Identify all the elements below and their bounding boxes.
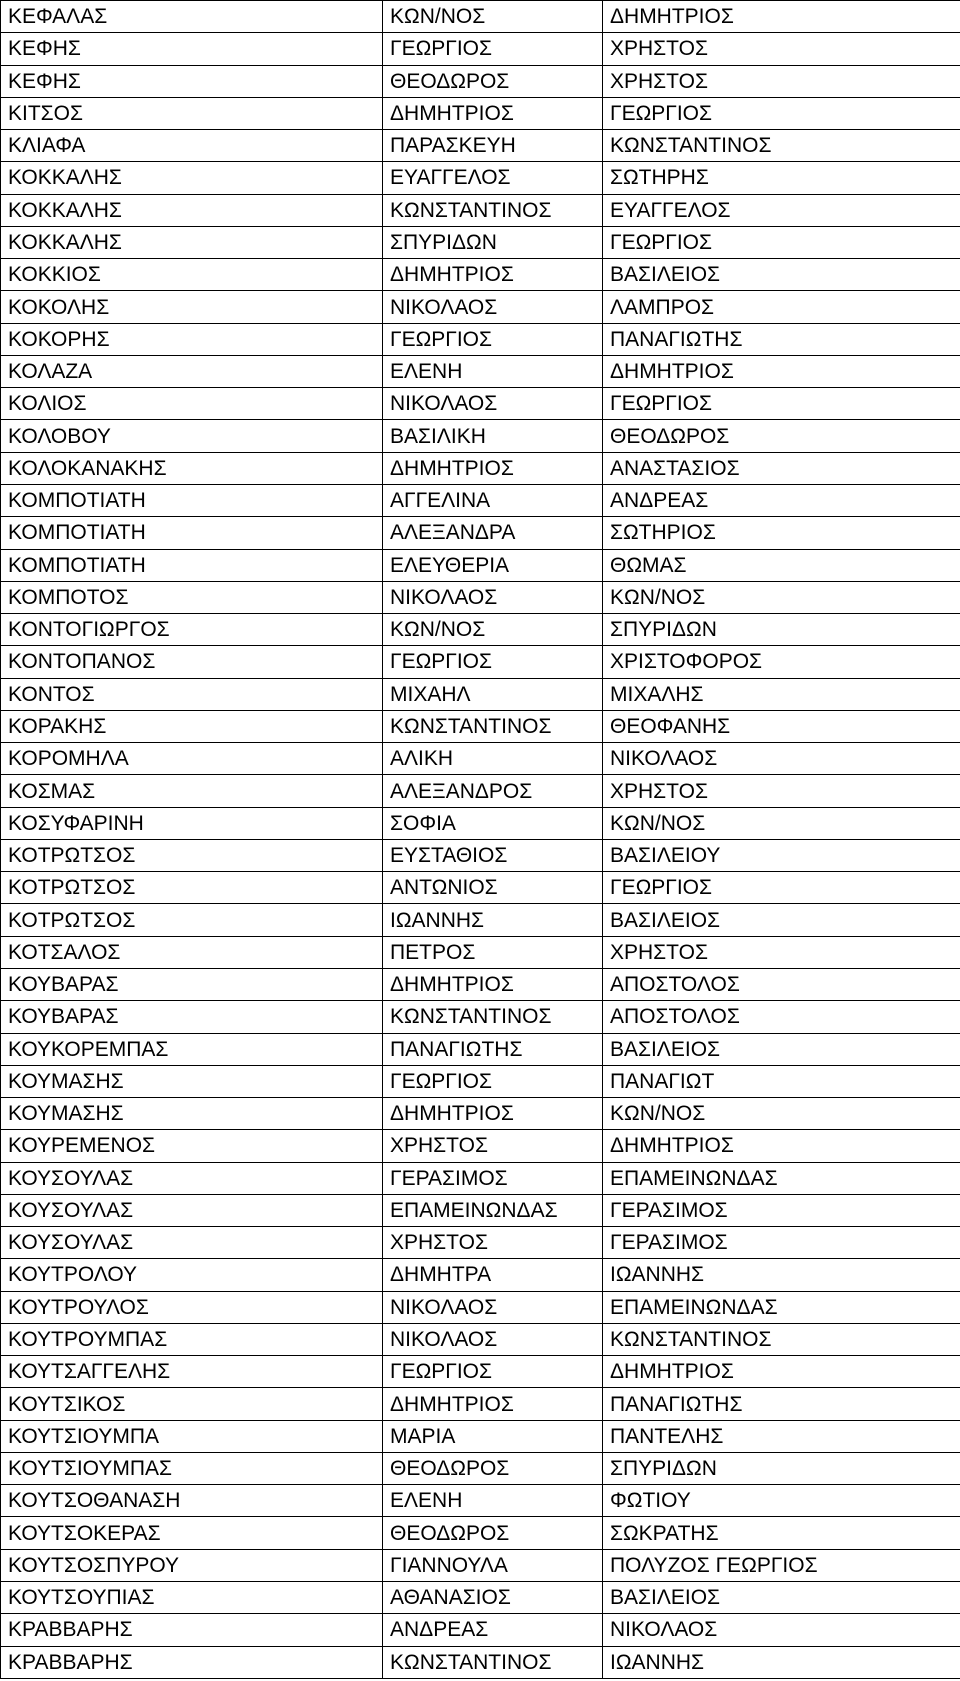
surname-cell: ΚΡΑΒΒΑΡΗΣ [1,1646,383,1678]
first-name-cell: ΚΩΝΣΤΑΝΤΙΝΟΣ [383,194,603,226]
first-name-cell: ΓΕΩΡΓΙΟΣ [383,646,603,678]
surname-cell: ΚΟΝΤΟΓΙΩΡΓΟΣ [1,614,383,646]
first-name-cell: ΔΗΜΗΤΡΙΟΣ [383,968,603,1000]
surname-cell: ΚΟΚΟΡΗΣ [1,323,383,355]
father-name-cell: ΑΝΑΣΤΑΣΙΟΣ [603,452,960,484]
table-row [1,1,960,33]
first-name-cell: ΧΡΗΣΤΟΣ [383,1130,603,1162]
surname-cell: ΚΟΥΤΣΙΚΟΣ [1,1388,383,1420]
first-name-cell: ΧΡΗΣΤΟΣ [383,1227,603,1259]
table-row [1,1130,960,1162]
first-name-cell: ΘΕΟΔΩΡΟΣ [383,1452,603,1484]
table-row [1,517,960,549]
father-name-cell: ΓΕΡΑΣΙΜΟΣ [603,1227,960,1259]
surname-cell: ΚΟΛΙΟΣ [1,388,383,420]
father-name-cell: ΠΑΝΑΓΙΩΤΗΣ [603,1388,960,1420]
surname-cell: ΚΟΥΒΑΡΑΣ [1,968,383,1000]
father-name-cell: ΠΟΛΥΖΟΣ ΓΕΩΡΓΙΟΣ [603,1549,960,1581]
father-name-cell: ΒΑΣΙΛΕΙΟΣ [603,1033,960,1065]
table-row [1,904,960,936]
surname-cell: ΚΟΣΥΦΑΡΙΝΗ [1,807,383,839]
first-name-cell: ΝΙΚΟΛΑΟΣ [383,291,603,323]
table-row [1,259,960,291]
first-name-cell: ΔΗΜΗΤΡΙΟΣ [383,1098,603,1130]
surname-cell: ΚΟΥΤΣΟΘΑΝΑΣΗ [1,1485,383,1517]
father-name-cell: ΚΩΝΣΤΑΝΤΙΝΟΣ [603,1323,960,1355]
surname-cell: ΚΟΜΠΟΤΟΣ [1,581,383,613]
surname-cell: ΚΟΝΤΟΠΑΝΟΣ [1,646,383,678]
table-row [1,968,960,1000]
surname-cell: ΚΟΛΟΒΟΥ [1,420,383,452]
surname-cell: ΚΟΥΤΣΑΓΓΕΛΗΣ [1,1356,383,1388]
surname-cell: ΚΟΥΤΣΟΣΠΥΡΟΥ [1,1549,383,1581]
surname-cell: ΚΟΚΟΛΗΣ [1,291,383,323]
surname-cell: ΚΟΛΟΚΑΝΑΚΗΣ [1,452,383,484]
first-name-cell: ΓΕΩΡΓΙΟΣ [383,1065,603,1097]
father-name-cell: ΠΑΝΤΕΛΗΣ [603,1420,960,1452]
first-name-cell: ΑΓΓΕΛΙΝΑ [383,484,603,516]
table-row [1,130,960,162]
table-row [1,452,960,484]
first-name-cell: ΠΑΡΑΣΚΕΥΗ [383,130,603,162]
father-name-cell: ΓΕΩΡΓΙΟΣ [603,226,960,258]
table-row [1,1549,960,1581]
table-row [1,775,960,807]
first-name-cell: ΑΝΔΡΕΑΣ [383,1614,603,1646]
father-name-cell: ΣΩΤΗΡΗΣ [603,162,960,194]
father-name-cell: ΒΑΣΙΛΕΙΟΣ [603,259,960,291]
father-name-cell: ΣΩΤΗΡΙΟΣ [603,517,960,549]
first-name-cell: ΕΥΣΤΑΘΙΟΣ [383,839,603,871]
table-row [1,420,960,452]
first-name-cell: ΓΕΡΑΣΙΜΟΣ [383,1162,603,1194]
table-row [1,1323,960,1355]
first-name-cell: ΚΩΝΣΤΑΝΤΙΝΟΣ [383,710,603,742]
father-name-cell: ΦΩΤΙΟΥ [603,1485,960,1517]
first-name-cell: ΣΟΦΙΑ [383,807,603,839]
surname-cell: ΚΕΦΗΣ [1,33,383,65]
father-name-cell: ΚΩΝ/ΝΟΣ [603,807,960,839]
surname-cell: ΚΡΑΒΒΑΡΗΣ [1,1614,383,1646]
father-name-cell: ΘΕΟΔΩΡΟΣ [603,420,960,452]
surname-cell: ΚΟΡΑΚΗΣ [1,710,383,742]
surname-cell: ΚΟΥΤΣΟΥΠΙΑΣ [1,1582,383,1614]
table-row [1,65,960,97]
table-row [1,323,960,355]
father-name-cell: ΕΠΑΜΕΙΝΩΝΔΑΣ [603,1162,960,1194]
father-name-cell: ΔΗΜΗΤΡΙΟΣ [603,1356,960,1388]
table-row [1,1162,960,1194]
surname-cell: ΚΟΥΒΑΡΑΣ [1,1001,383,1033]
father-name-cell: ΜΙΧΑΛΗΣ [603,678,960,710]
father-name-cell: ΙΩΑΝΝΗΣ [603,1646,960,1678]
father-name-cell: ΣΠΥΡΙΔΩΝ [603,1452,960,1484]
first-name-cell: ΕΛΕΥΘΕΡΙΑ [383,549,603,581]
table-row [1,1452,960,1484]
surname-cell: ΚΟΥΚΟΡΕΜΠΑΣ [1,1033,383,1065]
table-row [1,226,960,258]
first-name-cell: ΔΗΜΗΤΡΙΟΣ [383,97,603,129]
first-name-cell: ΘΕΟΔΩΡΟΣ [383,65,603,97]
father-name-cell: ΝΙΚΟΛΑΟΣ [603,1614,960,1646]
table-row [1,291,960,323]
first-name-cell: ΝΙΚΟΛΑΟΣ [383,1323,603,1355]
table-row [1,936,960,968]
father-name-cell: ΣΩΚΡΑΤΗΣ [603,1517,960,1549]
first-name-cell: ΝΙΚΟΛΑΟΣ [383,388,603,420]
table-row [1,388,960,420]
father-name-cell: ΔΗΜΗΤΡΙΟΣ [603,355,960,387]
table-row [1,33,960,65]
surname-cell: ΚΟΥΤΡΟΛΟΥ [1,1259,383,1291]
first-name-cell: ΚΩΝ/ΝΟΣ [383,614,603,646]
table-row [1,355,960,387]
father-name-cell: ΑΝΔΡΕΑΣ [603,484,960,516]
father-name-cell: ΓΕΡΑΣΙΜΟΣ [603,1194,960,1226]
first-name-cell: ΑΘΑΝΑΣΙΟΣ [383,1582,603,1614]
first-name-cell: ΓΕΩΡΓΙΟΣ [383,33,603,65]
table-row [1,678,960,710]
surname-cell: ΚΟΜΠΟΤΙΑΤΗ [1,484,383,516]
father-name-cell: ΚΩΝ/ΝΟΣ [603,1098,960,1130]
surname-cell: ΚΟΝΤΟΣ [1,678,383,710]
father-name-cell: ΕΠΑΜΕΙΝΩΝΔΑΣ [603,1291,960,1323]
first-name-cell: ΓΕΩΡΓΙΟΣ [383,1356,603,1388]
father-name-cell: ΠΑΝΑΓΙΩΤΗΣ [603,323,960,355]
table-row [1,710,960,742]
first-name-cell: ΠΕΤΡΟΣ [383,936,603,968]
surname-cell: ΚΟΥΣΟΥΛΑΣ [1,1194,383,1226]
table-row [1,1065,960,1097]
table-row [1,1356,960,1388]
first-name-cell: ΕΥΑΓΓΕΛΟΣ [383,162,603,194]
surname-cell: ΚΟΚΚΙΟΣ [1,259,383,291]
first-name-cell: ΝΙΚΟΛΑΟΣ [383,1291,603,1323]
surname-cell: ΚΟΚΚΑΛΗΣ [1,162,383,194]
father-name-cell: ΛΑΜΠΡΟΣ [603,291,960,323]
table-row [1,1420,960,1452]
surname-cell: ΚΟΥΣΟΥΛΑΣ [1,1162,383,1194]
table-row [1,1614,960,1646]
surname-cell: ΚΟΤΣΑΛΟΣ [1,936,383,968]
father-name-cell: ΚΩΝ/ΝΟΣ [603,581,960,613]
first-name-cell: ΚΩΝΣΤΑΝΤΙΝΟΣ [383,1646,603,1678]
father-name-cell: ΘΩΜΑΣ [603,549,960,581]
table-row [1,807,960,839]
surname-cell: ΚΟΜΠΟΤΙΑΤΗ [1,517,383,549]
names-table-body [1,1,960,1679]
first-name-cell: ΚΩΝ/ΝΟΣ [383,1,603,33]
father-name-cell: ΠΑΝΑΓΙΩΤ [603,1065,960,1097]
surname-cell: ΚΟΥΤΡΟΥΜΠΑΣ [1,1323,383,1355]
table-row [1,614,960,646]
first-name-cell: ΠΑΝΑΓΙΩΤΗΣ [383,1033,603,1065]
first-name-cell: ΙΩΑΝΝΗΣ [383,904,603,936]
first-name-cell: ΜΙΧΑΗΛ [383,678,603,710]
first-name-cell: ΕΛΕΝΗ [383,1485,603,1517]
father-name-cell: ΔΗΜΗΤΡΙΟΣ [603,1130,960,1162]
first-name-cell: ΔΗΜΗΤΡΙΟΣ [383,1388,603,1420]
father-name-cell: ΓΕΩΡΓΙΟΣ [603,97,960,129]
surname-cell: ΚΟΥΣΟΥΛΑΣ [1,1227,383,1259]
first-name-cell: ΓΙΑΝΝΟΥΛΑ [383,1549,603,1581]
father-name-cell: ΒΑΣΙΛΕΙΟΥ [603,839,960,871]
table-row [1,484,960,516]
table-row [1,549,960,581]
table-row [1,1517,960,1549]
surname-cell: ΚΟΥΜΑΣΗΣ [1,1098,383,1130]
surname-cell: ΚΟΤΡΩΤΣΟΣ [1,839,383,871]
father-name-cell: ΧΡΗΣΤΟΣ [603,65,960,97]
first-name-cell: ΑΛΕΞΑΝΔΡΑ [383,517,603,549]
table-row [1,1227,960,1259]
table-row [1,1259,960,1291]
table-row [1,1033,960,1065]
table-row [1,97,960,129]
father-name-cell: ΔΗΜΗΤΡΙΟΣ [603,1,960,33]
first-name-cell: ΔΗΜΗΤΡΙΟΣ [383,259,603,291]
table-row [1,1388,960,1420]
surname-cell: ΚΟΜΠΟΤΙΑΤΗ [1,549,383,581]
surname-cell: ΚΟΤΡΩΤΣΟΣ [1,872,383,904]
table-row [1,1485,960,1517]
first-name-cell: ΕΛΕΝΗ [383,355,603,387]
surname-cell: ΚΕΦΑΛΑΣ [1,1,383,33]
surname-cell: ΚΟΡΟΜΗΛΑ [1,743,383,775]
table-row [1,1194,960,1226]
surname-cell: ΚΟΤΡΩΤΣΟΣ [1,904,383,936]
first-name-cell: ΑΝΤΩΝΙΟΣ [383,872,603,904]
surname-cell: ΚΙΤΣΟΣ [1,97,383,129]
table-row [1,581,960,613]
father-name-cell: ΕΥΑΓΓΕΛΟΣ [603,194,960,226]
table-row [1,1098,960,1130]
table-row [1,872,960,904]
father-name-cell: ΓΕΩΡΓΙΟΣ [603,872,960,904]
table-row [1,1001,960,1033]
table-row [1,194,960,226]
surname-cell: ΚΟΚΚΑΛΗΣ [1,194,383,226]
father-name-cell: ΓΕΩΡΓΙΟΣ [603,388,960,420]
surname-cell: ΚΟΚΚΑΛΗΣ [1,226,383,258]
surname-cell: ΚΛΙΑΦΑ [1,130,383,162]
surname-cell: ΚΟΥΤΣΙΟΥΜΠΑΣ [1,1452,383,1484]
father-name-cell: ΒΑΣΙΛΕΙΟΣ [603,1582,960,1614]
table-row [1,162,960,194]
father-name-cell: ΧΡΗΣΤΟΣ [603,775,960,807]
first-name-cell: ΘΕΟΔΩΡΟΣ [383,1517,603,1549]
father-name-cell: ΙΩΑΝΝΗΣ [603,1259,960,1291]
father-name-cell: ΑΠΟΣΤΟΛΟΣ [603,1001,960,1033]
father-name-cell: ΑΠΟΣΤΟΛΟΣ [603,968,960,1000]
father-name-cell: ΝΙΚΟΛΑΟΣ [603,743,960,775]
father-name-cell: ΧΡΙΣΤΟΦΟΡΟΣ [603,646,960,678]
surname-cell: ΚΟΥΤΡΟΥΛΟΣ [1,1291,383,1323]
first-name-cell: ΣΠΥΡΙΔΩΝ [383,226,603,258]
first-name-cell: ΔΗΜΗΤΡΑ [383,1259,603,1291]
father-name-cell: ΧΡΗΣΤΟΣ [603,936,960,968]
father-name-cell: ΘΕΟΦΑΝΗΣ [603,710,960,742]
surname-cell: ΚΟΥΡΕΜΕΝΟΣ [1,1130,383,1162]
first-name-cell: ΕΠΑΜΕΙΝΩΝΔΑΣ [383,1194,603,1226]
first-name-cell: ΑΛΙΚΗ [383,743,603,775]
table-row [1,1582,960,1614]
father-name-cell: ΚΩΝΣΤΑΝΤΙΝΟΣ [603,130,960,162]
surname-cell: ΚΟΥΤΣΟΚΕΡΑΣ [1,1517,383,1549]
table-row [1,1646,960,1678]
table-row [1,1291,960,1323]
first-name-cell: ΔΗΜΗΤΡΙΟΣ [383,452,603,484]
surname-cell: ΚΟΣΜΑΣ [1,775,383,807]
father-name-cell: ΣΠΥΡΙΔΩΝ [603,614,960,646]
table-row [1,646,960,678]
first-name-cell: ΓΕΩΡΓΙΟΣ [383,323,603,355]
first-name-cell: ΑΛΕΞΑΝΔΡΟΣ [383,775,603,807]
father-name-cell: ΒΑΣΙΛΕΙΟΣ [603,904,960,936]
table-row [1,839,960,871]
surname-cell: ΚΟΛΑΖΑ [1,355,383,387]
surname-cell: ΚΟΥΤΣΙΟΥΜΠΑ [1,1420,383,1452]
first-name-cell: ΚΩΝΣΤΑΝΤΙΝΟΣ [383,1001,603,1033]
first-name-cell: ΝΙΚΟΛΑΟΣ [383,581,603,613]
surname-cell: ΚΟΥΜΑΣΗΣ [1,1065,383,1097]
first-name-cell: ΒΑΣΙΛΙΚΗ [383,420,603,452]
table-row [1,743,960,775]
surname-cell: ΚΕΦΗΣ [1,65,383,97]
father-name-cell: ΧΡΗΣΤΟΣ [603,33,960,65]
first-name-cell: ΜΑΡΙΑ [383,1420,603,1452]
